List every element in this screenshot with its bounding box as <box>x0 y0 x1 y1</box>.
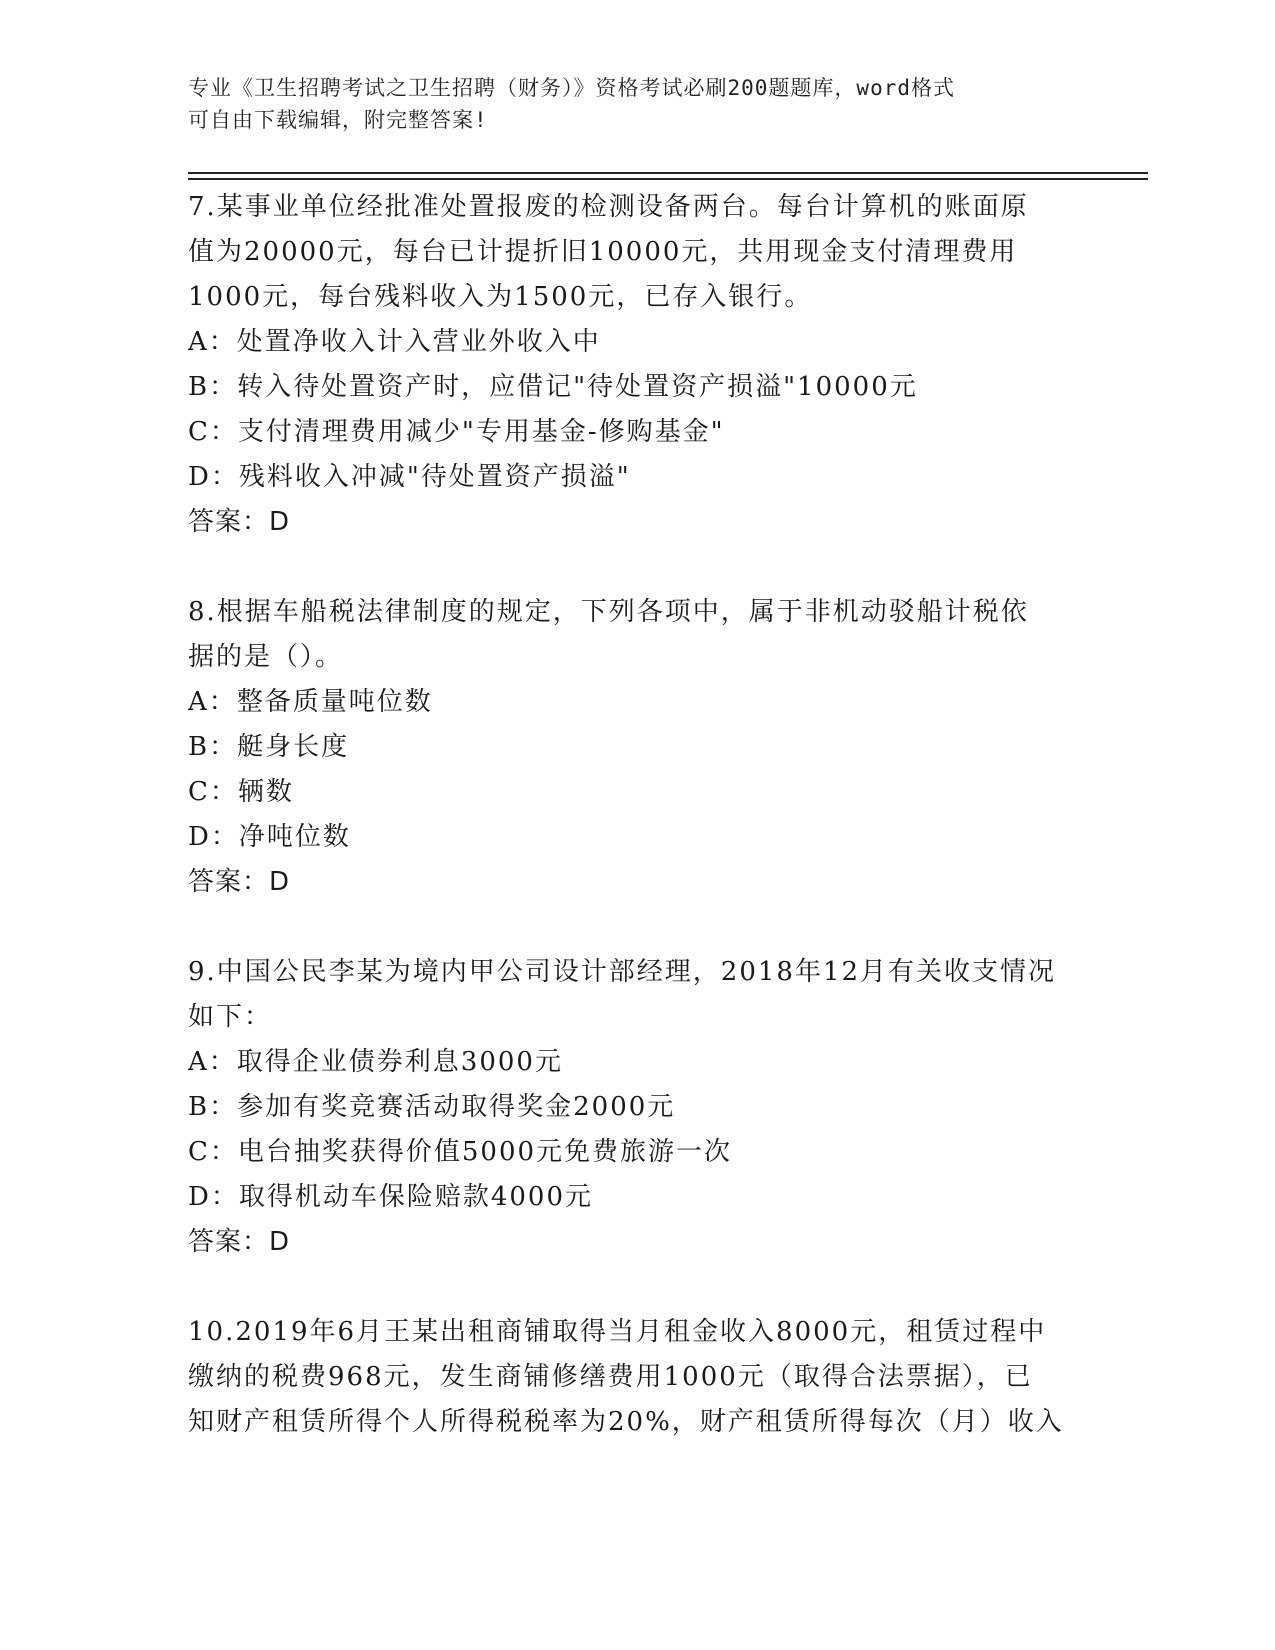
answer: 答案：D <box>188 1227 291 1257</box>
option-a: A：取得企业债券利息3000元 <box>188 1047 563 1077</box>
question-text-line: 知财产租赁所得个人所得税税率为20%，财产租赁所得每次（月）收入 <box>188 1407 1064 1437</box>
option-a: A：处置净收入计入营业外收入中 <box>188 327 601 357</box>
option-d: D：残料收入冲减"待处置资产损溢" <box>188 462 631 492</box>
option-c: C：支付清理费用减少"专用基金-修购基金" <box>188 417 725 447</box>
option-b: B：参加有奖竞赛活动取得奖金2000元 <box>188 1092 676 1122</box>
question-text-line: 据的是（）。 <box>188 642 344 672</box>
question-text-line: 值为20000元，每台已计提折旧10000元，共用现金支付清理费用 <box>188 237 1018 267</box>
question-text-line: 9.中国公民李某为境内甲公司设计部经理，2018年12月有关收支情况 <box>188 957 1057 987</box>
question-text-line: 缴纳的税费968元，发生商铺修缮费用1000元（取得合法票据），已 <box>188 1362 1033 1392</box>
header-rule-top <box>188 172 1148 174</box>
header-line-1: 专业《卫生招聘考试之卫生招聘（财务）》资格考试必刷200题题库，word格式 <box>188 76 955 100</box>
option-c: C：辆数 <box>188 777 294 807</box>
question-text-line: 8.根据车船税法律制度的规定，下列各项中，属于非机动驳船计税依 <box>188 597 1029 627</box>
header-line-2: 可自由下载编辑，附完整答案! <box>188 108 488 132</box>
question-list <box>188 185 1108 1445</box>
question-text-line: 如下： <box>188 1002 273 1032</box>
question-text-line: 1000元，每台残料收入为1500元，已存入银行。 <box>188 282 813 312</box>
question-7 <box>188 185 1108 545</box>
question-text-line: 10.2019年6月王某出租商铺取得当月租金收入8000元，租赁过程中 <box>188 1317 1047 1347</box>
question-10 <box>188 1310 1108 1445</box>
answer: 答案：D <box>188 867 291 897</box>
question-text-line: 7.某事业单位经批准处置报废的检测设备两台。每台计算机的账面原 <box>188 192 1029 222</box>
option-b: B：艇身长度 <box>188 732 350 762</box>
option-b: B：转入待处置资产时，应借记"待处置资产损溢"10000元 <box>188 372 918 402</box>
option-d: D：取得机动车保险赔款4000元 <box>188 1182 594 1212</box>
option-c: C：电台抽奖获得价值5000元免费旅游一次 <box>188 1137 733 1167</box>
question-8 <box>188 590 1108 905</box>
option-d: D：净吨位数 <box>188 822 351 852</box>
option-a: A：整备质量吨位数 <box>188 687 433 717</box>
question-9 <box>188 950 1108 1265</box>
answer: 答案：D <box>188 507 291 537</box>
header-rule-bottom <box>188 178 1148 180</box>
document-header <box>188 72 1068 136</box>
